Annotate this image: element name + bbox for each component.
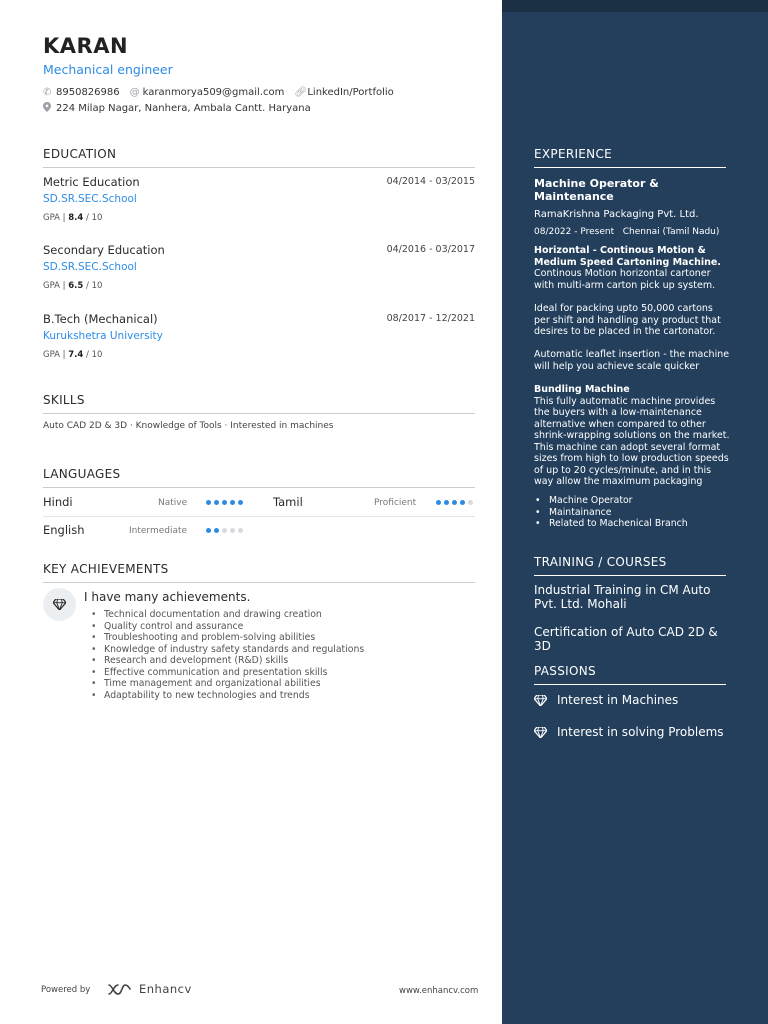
link-item[interactable] [294,87,393,98]
job-description-2: Ideal for packing upto 50,000 cartons per shift and handling any product that desires to be placed in the cartonator. [534,303,721,337]
phone-text: 8950826986 [56,87,120,98]
education-date: 08/2017 - 12/2021 [386,313,475,324]
rating-dot-filled [444,500,449,505]
education-school: SD.SR.SEC.School [43,193,137,205]
rating-dot-filled [436,500,441,505]
email-text[interactable]: karanmorya509@gmail.com [142,87,285,98]
job-period-location [534,227,730,239]
job-bullet: • Machine Operator [549,495,688,507]
achievement-item: • Effective communication and presentation skills [104,667,364,679]
education-school: Kurukshetra University [43,330,163,342]
address-item [43,102,311,115]
candidate-name: KARAN [43,34,129,58]
link-text[interactable]: LinkedIn/Portfolio [307,87,394,98]
location-pin-icon [43,102,56,115]
language-divider [43,516,475,517]
rating-dot-filled [206,500,211,505]
enhancv-logo[interactable] [107,982,192,996]
achievements-list [104,609,364,701]
diamond-icon [534,695,548,706]
education-item [43,175,475,223]
side-top-bar [502,0,768,12]
job-description-1: Horizontal - Continous Motion & Medium Speed Cartoning Machine. Continous Motion horizontal cartoner with multi-arm carton pick up system. [534,245,721,291]
rating-dot-filled [460,500,465,505]
training-title: TRAINING / COURSES [534,555,726,576]
passions-title: PASSIONS [534,664,726,685]
education-gpa: GPA | 8.4 / 10 [43,213,103,223]
achievements-title: KEY ACHIEVEMENTS [43,562,475,583]
education-item [43,312,475,360]
language-level: Native [158,498,188,508]
rating-dot-filled [452,500,457,505]
passion-label: Interest in solving Problems [557,725,724,739]
passion-label: Interest in Machines [557,693,679,707]
achievements-headline: I have many achievements. [84,590,251,604]
job-title: Machine Operator & Maintenance [534,177,659,203]
language-level: Proficient [374,498,417,508]
rating-dot-filled [214,500,219,505]
achievement-item: • Technical documentation and drawing creation [104,609,364,621]
rating-dot-filled [230,500,235,505]
job-location: Chennai (Tamil Nadu) [622,227,720,237]
rating-dot-empty [238,528,243,533]
experience-title: EXPERIENCE [534,147,726,168]
job-bullets [549,495,688,530]
achievement-item: • Adaptability to new technologies and trends [104,690,364,702]
passion-item [534,725,724,739]
contact-row-1 [43,87,404,98]
enhancv-logo-icon [107,983,133,996]
diamond-icon [43,588,76,621]
passion-item [534,693,678,707]
language-level: Intermediate [129,526,188,536]
education-degree: B.Tech (Mechanical) [43,312,158,326]
education-item [43,243,475,291]
training-item: Certification of Auto CAD 2D & 3D [534,625,718,653]
rating-dot-filled [222,500,227,505]
at-icon: @ [129,87,140,98]
company-name: RamaKrishna Packaging Pvt. Ltd. [534,209,699,220]
education-school: SD.SR.SEC.School [43,261,137,273]
email-item[interactable] [130,87,285,98]
footer-url[interactable]: www.enhancv.com [399,986,479,996]
languages-title: LANGUAGES [43,467,475,488]
achievement-item: • Time management and organizational abilities [104,678,364,690]
contact-row-2 [43,102,321,115]
rating-dot-empty [222,528,227,533]
language-rating [206,528,243,533]
achievement-item: • Troubleshooting and problem-solving abilities [104,632,364,644]
powered-by-label: Powered by [41,985,91,995]
diamond-icon [534,727,548,738]
education-gpa: GPA | 6.5 / 10 [43,281,103,291]
language-name: Hindi [43,495,73,509]
rating-dot-filled [238,500,243,505]
achievement-item: • Research and development (R&D) skills [104,655,364,667]
link-icon: 🔗︎ [294,87,308,98]
side-column [502,0,768,1024]
achievement-item: • Knowledge of industry safety standards and regulations [104,644,364,656]
rating-dot-filled [214,528,219,533]
skills-title: SKILLS [43,393,475,414]
phone-item [43,87,120,98]
candidate-role: Mechanical engineer [43,62,173,77]
job-description-4: Bundling Machine This fully automatic machine provides the buyers with a low-maintenance alternative when compared to other shrink-wrapping solutions on the market. This machine can adopt several format sizes from high to low production speeds of up to 20 cycles/minute, and in this way allow the maximum packaging [534,384,730,487]
education-date: 04/2014 - 03/2015 [386,176,475,187]
language-rating [436,500,473,505]
job-period: 08/2022 - Present [534,227,615,237]
job-description-3: Automatic leaflet insertion - the machine will help you achieve scale quicker [534,349,730,372]
education-date: 04/2016 - 03/2017 [386,244,475,255]
language-rating [206,500,243,505]
education-title: EDUCATION [43,147,475,168]
phone-icon: ✆ [43,87,52,98]
language-name: English [43,523,85,537]
job-bullet: • Related to Machenical Branch [549,518,688,530]
enhancv-brand-text: Enhancv [139,982,192,996]
education-degree: Metric Education [43,175,140,189]
job-bullet: • Maintainance [549,507,688,519]
language-name: Tamil [273,495,303,509]
rating-dot-filled [206,528,211,533]
skills-list: Auto CAD 2D & 3D · Knowledge of Tools · Interested in machines [43,421,334,431]
education-gpa: GPA | 7.4 / 10 [43,350,103,360]
address-text: 224 Milap Nagar, Nanhera, Ambala Cantt. Haryana [56,103,311,114]
rating-dot-empty [230,528,235,533]
education-degree: Secondary Education [43,243,165,257]
rating-dot-empty [468,500,473,505]
achievement-item: • Quality control and assurance [104,621,364,633]
training-item: Industrial Training in CM Auto Pvt. Ltd. Mohali [534,583,711,611]
